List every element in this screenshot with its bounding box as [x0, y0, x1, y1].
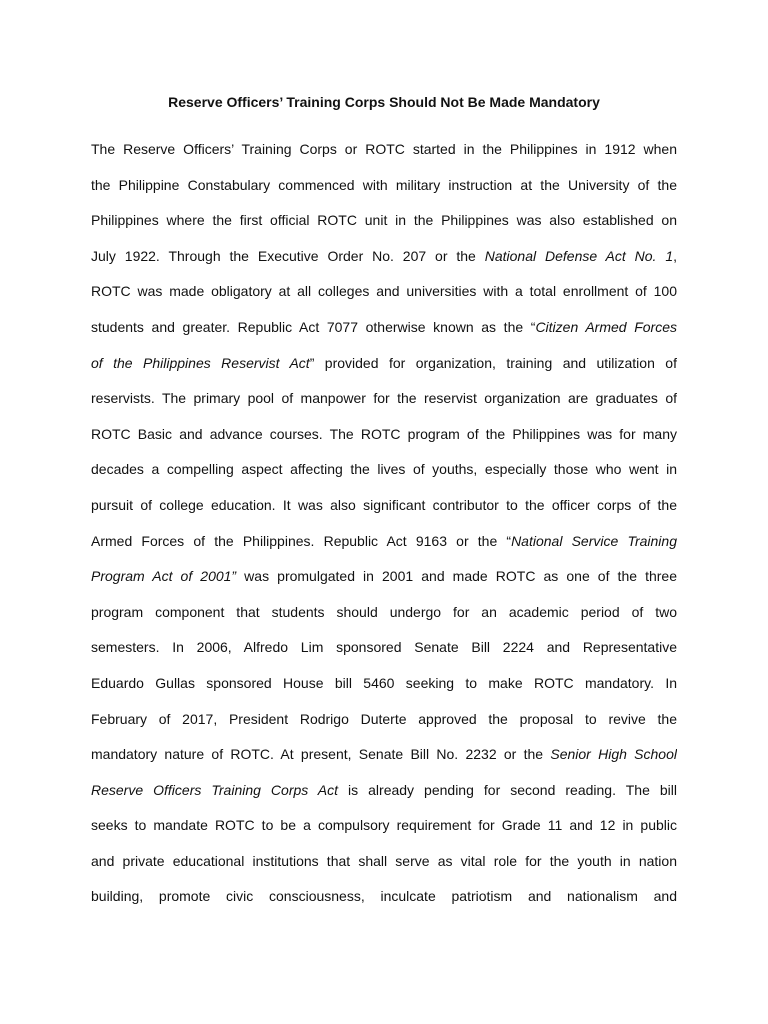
text-segment: The Reserve Officers’ Training Corps or ROTC started in the Philippines in 1912 when: [91, 141, 677, 157]
text-segment: seeks to mandate ROTC to be a compulsory requirement for Grade 11 and 12 in public: [91, 817, 677, 834]
text-segment: ,: [673, 247, 677, 264]
text-line: [91, 495, 677, 531]
text-segment: decades a compelling aspect affecting the lives of youths, especially those who went in: [91, 461, 677, 478]
italic-text-segment: Senior High School: [550, 746, 677, 763]
italic-text-segment: National Service Training: [511, 532, 677, 549]
text-segment: July 1922. Through the Executive Order No. 207 or the: [91, 247, 485, 264]
text-segment: Armed Forces of the Philippines. Republic Act 9163 or the “: [91, 532, 512, 549]
text-line: [91, 210, 677, 246]
text-segment: mandatory nature of ROTC. At present, Senate Bill No. 2232 or the: [91, 746, 551, 763]
text-line: [91, 566, 677, 602]
italic-text-segment: Citizen Armed Forces: [535, 318, 677, 335]
document-body: [91, 139, 677, 922]
text-segment: semesters. In 2006, Alfredo Lim sponsored Senate Bill 2224 and Representative: [91, 639, 677, 656]
italic-text-segment: of the Philippines Reservist Act: [91, 354, 310, 371]
document-title: Reserve Officers’ Training Corps Should Not Be Made Mandatory: [168, 94, 600, 110]
text-segment: ” provided for organization, training and utilization of: [309, 354, 677, 371]
text-line: [91, 637, 677, 673]
text-line: [91, 602, 677, 638]
text-line: [91, 246, 677, 282]
text-segment: February of 2017, President Rodrigo Duterte approved the proposal to revive the: [91, 710, 677, 727]
text-line: [91, 388, 677, 424]
text-line: [91, 886, 677, 922]
text-line: [91, 815, 677, 851]
text-segment: pursuit of college education. It was also significant contributor to the officer corps of the: [91, 496, 677, 513]
text-line: [91, 744, 677, 780]
text-segment: was promulgated in 2001 and made ROTC as one of the three: [236, 568, 677, 585]
italic-text-segment: Reserve Officers Training Corps Act: [91, 781, 338, 798]
text-segment: ROTC was made obligatory at all colleges and universities with a total enrollment of 100: [91, 283, 677, 300]
text-line: [91, 281, 677, 317]
italic-text-segment: National Defense Act No. 1: [484, 247, 674, 264]
text-line: [91, 353, 677, 389]
text-segment: is already pending for second reading. The bill: [338, 781, 677, 798]
text-line: [91, 709, 677, 745]
italic-text-segment: Program Act of 2001”: [91, 568, 237, 585]
text-line: [91, 139, 677, 175]
text-segment: the Philippine Constabulary commenced with military instruction at the University of the: [91, 176, 677, 193]
text-line: [91, 780, 677, 816]
text-segment: students and greater. Republic Act 7077 otherwise known as the “: [91, 318, 536, 335]
text-segment: building, promote civic consciousness, inculcate patriotism and nationalism and: [91, 888, 677, 905]
text-segment: Eduardo Gullas sponsored House bill 5460 seeking to make ROTC mandatory. In: [91, 674, 677, 691]
text-segment: program component that students should undergo for an academic period of two: [91, 603, 677, 620]
text-line: [91, 459, 677, 495]
text-line: [91, 317, 677, 353]
text-line: [91, 424, 677, 460]
text-segment: ROTC Basic and advance courses. The ROTC program of the Philippines was for many: [91, 425, 677, 442]
text-line: [91, 531, 677, 567]
text-segment: and private educational institutions that shall serve as vital role for the youth in nation: [91, 852, 677, 869]
text-line: [91, 851, 677, 887]
text-segment: reservists. The primary pool of manpower for the reservist organization are graduates of: [91, 390, 677, 407]
text-line: [91, 673, 677, 709]
text-line: [91, 175, 677, 211]
text-segment: Philippines where the first official ROTC unit in the Philippines was also established on: [91, 212, 677, 229]
